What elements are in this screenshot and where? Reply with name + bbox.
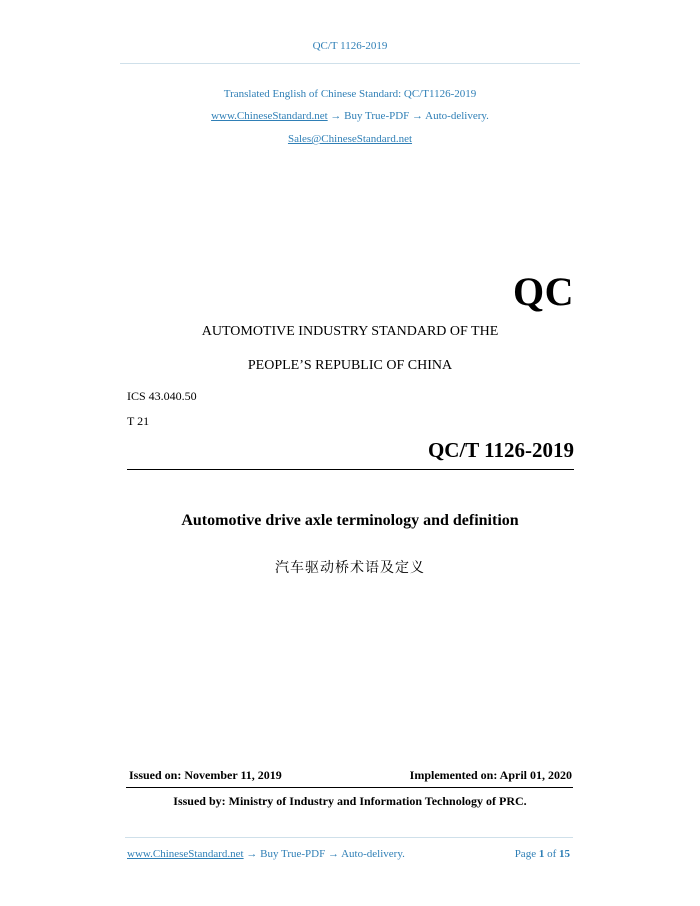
header-standard-code: QC/T 1126-2019 bbox=[312, 40, 388, 52]
chinesestandard-link[interactable]: www.ChineseStandard.net bbox=[211, 110, 328, 122]
issue-rule bbox=[126, 787, 573, 788]
standard-title-line1: AUTOMOTIVE INDUSTRY STANDARD OF THE bbox=[201, 324, 499, 339]
issued-on-date: Issued on: November 11, 2019 bbox=[129, 768, 282, 782]
t-code: T 21 bbox=[127, 414, 150, 428]
qc-logo: QC bbox=[513, 269, 574, 314]
footer-chinesestandard-link[interactable]: www.ChineseStandard.net bbox=[127, 848, 244, 860]
of-label: of bbox=[547, 848, 557, 860]
issuing-authority: Issued by: Ministry of Industry and Information Technology of PRC. bbox=[173, 794, 527, 808]
footer-purchase-line bbox=[127, 848, 405, 860]
title-rule bbox=[127, 469, 574, 470]
header-divider bbox=[120, 63, 580, 64]
standard-number: QC/T 1126-2019 bbox=[427, 438, 574, 462]
implemented-on-date: Implemented on: April 01, 2020 bbox=[409, 768, 572, 782]
purchase-line bbox=[0, 110, 700, 122]
standard-title-line2: PEOPLE’S REPUBLIC OF CHINA bbox=[247, 358, 453, 373]
footer-divider bbox=[125, 837, 573, 838]
footer-purchase-text: → Buy True-PDF → Auto-delivery. bbox=[243, 848, 405, 860]
email-line bbox=[0, 133, 700, 145]
purchase-text: → Buy True-PDF → Auto-delivery. bbox=[327, 110, 489, 122]
ics-code: ICS 43.040.50 bbox=[127, 389, 197, 403]
page-label: Page bbox=[514, 848, 537, 860]
document-title-english: Automotive drive axle terminology and definition bbox=[181, 512, 519, 529]
translation-notice: Translated English of Chinese Standard: QC/T1126-2019 bbox=[223, 88, 477, 100]
page-indicator bbox=[515, 848, 570, 860]
page-number: 1 bbox=[538, 848, 545, 860]
sales-email-link[interactable]: Sales@ChineseStandard.net bbox=[287, 133, 413, 145]
total-pages: 15 bbox=[559, 848, 570, 860]
document-title-chinese: 汽车驱动桥术语及定义 bbox=[275, 560, 425, 576]
